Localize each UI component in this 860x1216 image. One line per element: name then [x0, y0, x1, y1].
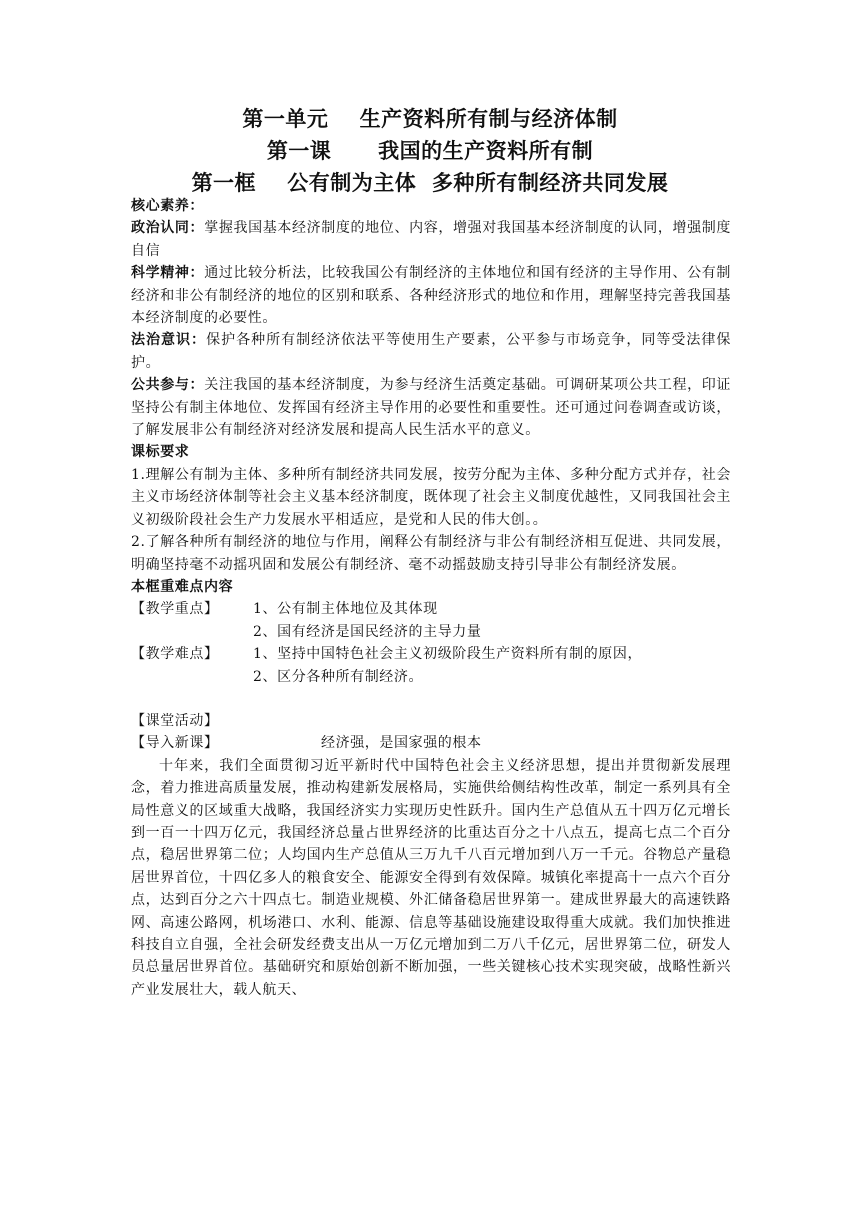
difficulty-item-1: 1、坚持中国特色社会主义初级阶段生产资料所有制的原因，	[253, 646, 643, 663]
lesson-title: 第一课 我国的生产资料所有制	[266, 139, 594, 163]
keypoints-heading: 本框重难点内容	[131, 578, 234, 595]
focus-row-2	[131, 621, 731, 643]
intro-title: 经济强，是国家强的根本	[321, 735, 482, 752]
difficulty-row-2	[131, 666, 731, 688]
frame-title: 第一框 公有制为主体 多种所有制经济共同发展	[191, 171, 669, 195]
intro-label: 【导入新课】	[131, 735, 219, 752]
focus-item-2: 2、国有经济是国民经济的主导力量	[253, 623, 482, 640]
public-paragraph	[131, 374, 731, 441]
standards-item-2: 2.了解各种所有制经济的地位与作用，阐释公有制经济与非公有制经济相互促进、共同发展，明确坚持毫不动摇巩固和发展公有制经济、毫不动摇鼓励支持引导非公有制经济发展。	[131, 534, 731, 573]
political-text: 掌握我国基本经济制度的地位、内容，增强对我国基本经济制度的认同，增强制度自信	[131, 220, 732, 259]
science-text: 通过比较分析法，比较我国公有制经济的主体地位和国有经济的主导作用、公有制经济和非公有制经济的地位的区别和联系、各种经济形式的地位和作用，理解坚持完善我国基本经济制度的必要性。	[131, 265, 732, 327]
political-label: 政治认同：	[131, 220, 205, 237]
difficulty-label: 【教学难点】	[131, 646, 219, 663]
focus-row-1	[131, 598, 731, 620]
science-paragraph	[131, 262, 731, 329]
law-text: 保护各种所有制经济依法平等使用生产要素，公平参与市场竞争，同等受法律保护。	[131, 332, 732, 371]
science-label: 科学精神：	[131, 265, 205, 282]
activity-heading: 【课堂活动】	[131, 712, 219, 729]
literacy-heading: 核心素养：	[131, 198, 204, 214]
difficulty-row-1	[131, 643, 731, 665]
focus-label: 【教学重点】	[131, 601, 219, 618]
law-paragraph	[131, 329, 731, 374]
law-label: 法治意识：	[131, 332, 207, 349]
intro-paragraph: 十年来，我们全面贯彻习近平新时代中国特色社会主义经济思想，提出并贯彻新发展理念，着力推进高质量发展，推动构建新发展格局，实施供给侧结构性改革，制定一系列具有全局性意义的区域重大战略，我国经济实力实现历史性跃升。国内生产总值从五十四万亿元增长到一百一十四万亿元，我国经济总量占世界经济的比重达百分之十八点五，提高七点二个百分点，稳居世界第二位；人均国内生产总值从三万九千八百元增加到八万一千元。谷物总产量稳居世界首位，十四亿多人的粮食安全、能源安全得到有效保障。城镇化率提高十一点六个百分点，达到百分之六十四点七。制造业规模、外汇储备稳居世界第一。建成世界最大的高速铁路网、高速公路网，机场港口、水利、能源、信息等基础设施建设取得重大成就。我们加快推进科技自立自强，全社会研发经费支出从一万亿元增加到二万八千亿元，居世界第二位，研发人员总量居世界首位。基础研究和原始创新不断加强，一些关键核心技术实现突破，战略性新兴产业发展壮大，载人航天、	[131, 757, 731, 998]
standards-item-1: 1.理解公有制为主体、多种所有制经济共同发展，按劳分配为主体、多种分配方式并存，社会主义市场经济体制等社会主义基本经济制度，既体现了社会主义制度优越性，又同我国社会主义初级阶段社会生产力发展水平相适应，是党和人民的伟大创。。	[131, 466, 731, 528]
title-block	[0, 103, 860, 199]
political-paragraph	[131, 217, 731, 262]
document-body	[131, 195, 731, 1001]
unit-title: 第一单元 生产资料所有制与经济体制	[242, 107, 618, 131]
public-label: 公共参与：	[131, 377, 205, 394]
focus-item-1: 1、公有制主体地位及其体现	[253, 601, 438, 618]
difficulty-item-2: 2、区分各种所有制经济。	[253, 668, 424, 685]
standards-heading: 课标要求	[131, 444, 190, 461]
intro-row	[131, 732, 731, 754]
public-text: 关注我国的基本经济制度，为参与经济生活奠定基础。可调研某项公共工程，印证坚持公有制主体地位、发挥国有经济主导作用的必要性和重要性。还可通过问卷调查或访谈，了解发展非公有制经济对经济发展和提高人民生活水平的意义。	[131, 377, 732, 439]
